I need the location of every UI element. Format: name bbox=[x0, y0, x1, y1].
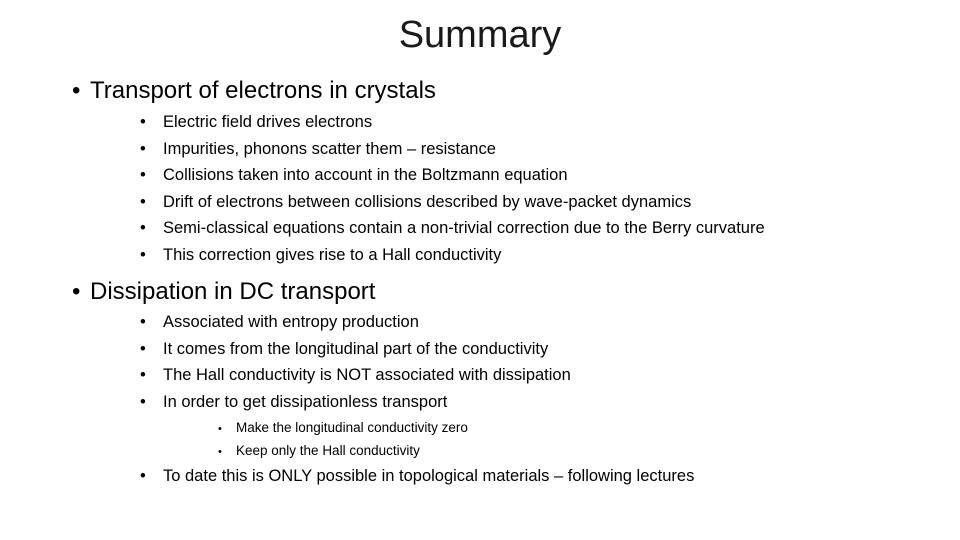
sub-list-item bbox=[218, 443, 420, 458]
bullet-icon: • bbox=[140, 467, 146, 485]
heading-text: Transport of electrons in crystals bbox=[90, 77, 436, 104]
bullet-icon: • bbox=[72, 77, 81, 104]
list-item bbox=[140, 166, 568, 185]
bullet-icon: • bbox=[72, 278, 81, 305]
bullet-icon: • bbox=[140, 392, 146, 411]
heading-text: Dissipation in DC transport bbox=[90, 278, 376, 305]
list-item-text: Collisions taken into account in the Boltzmann equation bbox=[163, 166, 568, 184]
slide-title: Summary bbox=[398, 14, 562, 56]
list-item-text: The Hall conductivity is NOT associated with dissipation bbox=[163, 366, 571, 384]
list-item bbox=[140, 340, 548, 359]
bullet-icon: • bbox=[218, 423, 222, 435]
section-heading-transport bbox=[72, 77, 436, 105]
list-item-text: Electric field drives electrons bbox=[163, 113, 373, 131]
list-item bbox=[140, 366, 571, 385]
list-item bbox=[140, 467, 694, 486]
list-item-text: This correction gives rise to a Hall conductivity bbox=[163, 245, 502, 264]
bullet-icon: • bbox=[140, 366, 146, 384]
list-item-text: It comes from the longitudinal part of the conductivity bbox=[163, 339, 549, 358]
list-item bbox=[140, 246, 501, 265]
bullet-icon: • bbox=[140, 219, 146, 237]
sub-list-item-text: Keep only the Hall conductivity bbox=[236, 443, 420, 458]
list-item-text: To date this is ONLY possible in topological materials – following lectures bbox=[163, 467, 695, 485]
list-item-text: In order to get dissipationless transport bbox=[163, 392, 448, 411]
list-item-text: Drift of electrons between collisions described by wave-packet dynamics bbox=[163, 192, 692, 211]
list-item bbox=[140, 193, 691, 212]
list-item bbox=[140, 393, 447, 412]
sub-list-item bbox=[218, 420, 468, 435]
list-item-text: Impurities, phonons scatter them – resistance bbox=[163, 139, 496, 158]
bullet-icon: • bbox=[140, 166, 146, 184]
list-item bbox=[140, 113, 372, 132]
list-item bbox=[140, 140, 496, 159]
bullet-icon: • bbox=[140, 245, 146, 264]
bullet-icon: • bbox=[140, 139, 146, 158]
list-item-text: Semi-classical equations contain a non-trivial correction due to the Berry curvature bbox=[163, 219, 765, 237]
section-heading-dissipation bbox=[72, 278, 375, 306]
bullet-icon: • bbox=[140, 113, 146, 131]
list-item-text: Associated with entropy production bbox=[163, 313, 419, 331]
sub-list-item-text: Make the longitudinal conductivity zero bbox=[236, 420, 468, 435]
bullet-icon: • bbox=[140, 313, 146, 331]
list-item bbox=[140, 313, 419, 332]
list-item bbox=[140, 219, 765, 238]
bullet-icon: • bbox=[140, 192, 146, 211]
bullet-icon: • bbox=[140, 339, 146, 358]
bullet-icon: • bbox=[218, 446, 222, 458]
